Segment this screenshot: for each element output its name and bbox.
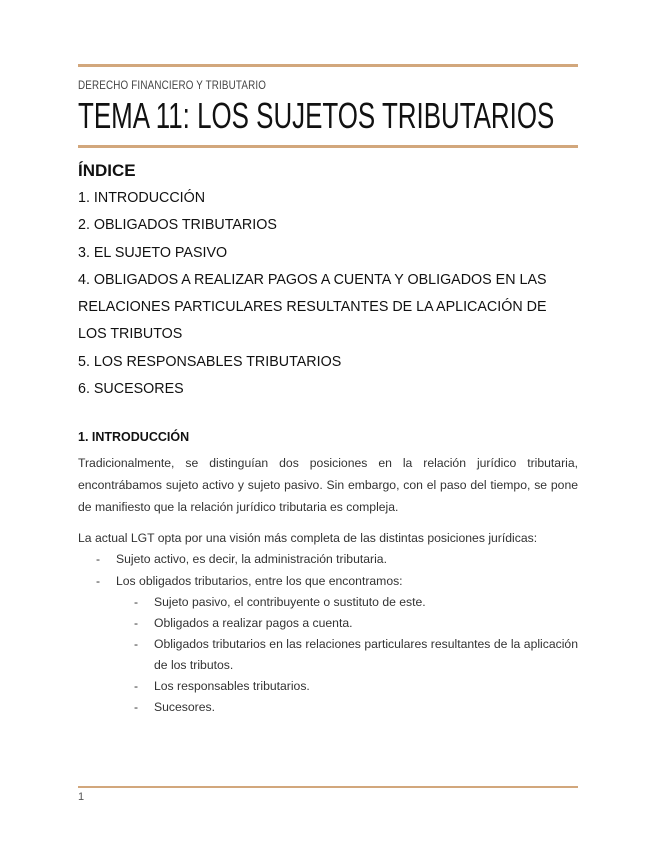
sub-bullet-list: [116, 592, 578, 718]
dash-bullet: -: [96, 552, 101, 567]
bullet-list: [78, 549, 578, 718]
index-item: 2. OBLIGADOS TRIBUTARIOS: [78, 217, 277, 234]
title-rule: [78, 145, 578, 148]
page-title: TEMA 11: LOS SUJETOS TRIBUTARIOS: [78, 95, 555, 136]
index-heading: ÍNDICE: [78, 161, 136, 180]
list-item-text: Sujeto activo, es decir, la administración tributaria.: [116, 552, 387, 567]
paragraph: La actual LGT opta por una visión más completa de las distintas posiciones jurídicas:: [78, 531, 538, 546]
list-item-text: Los obligados tributarios, entre los que encontramos:: [116, 573, 403, 588]
index-item: 6. SUCESORES: [78, 381, 184, 398]
course-subject: DERECHO FINANCIERO Y TRIBUTARIO: [78, 78, 267, 92]
list-item: [116, 697, 578, 718]
dash-bullet: -: [96, 573, 101, 588]
list-item: [116, 676, 578, 697]
dash-bullet: -: [134, 616, 139, 631]
index-list: [78, 185, 578, 403]
index-item: 5. LOS RESPONSABLES TRIBUTARIOS: [78, 353, 342, 370]
list-item: [116, 592, 578, 613]
list-item-text: Los responsables tributarios.: [154, 679, 310, 694]
list-item: [78, 571, 578, 719]
page-number: 1: [78, 791, 85, 803]
dash-bullet: -: [134, 595, 139, 610]
index-item: 1. INTRODUCCIÓN: [78, 190, 206, 206]
section-heading: 1. INTRODUCCIÓN: [78, 430, 190, 445]
top-rule: [78, 64, 578, 67]
index-item: 4. OBLIGADOS A REALIZAR PAGOS A CUENTA Y OBLIGADOS EN LAS RELACIONES PARTICULARES RESULTANTES DE LA APLICACIÓN DE LOS TRIBUTOS: [78, 271, 547, 343]
footer-rule: [78, 786, 578, 788]
dash-bullet: -: [134, 637, 139, 652]
list-item: [116, 613, 578, 634]
page-content: [78, 64, 578, 718]
list-item-text: Obligados tributarios en las relaciones particulares resultantes de la aplicación de los tributos.: [154, 637, 578, 673]
list-item-text: Obligados a realizar pagos a cuenta.: [154, 616, 353, 631]
index-item: 3. EL SUJETO PASIVO: [78, 244, 228, 261]
list-item: [116, 634, 578, 676]
list-item-text: Sujeto pasivo, el contribuyente o sustituto de este.: [154, 595, 426, 610]
dash-bullet: -: [134, 679, 139, 694]
dash-bullet: -: [134, 700, 139, 715]
list-item: [78, 549, 578, 571]
paragraph: Tradicionalmente, se distinguían dos posiciones en la relación jurídico tributaria, encontrábamos sujeto activo y sujeto pasivo. Sin embargo, con el paso del tiempo, se pone de manifiesto que la relación jurídico tributaria es compleja.: [78, 456, 578, 515]
list-item-text: Sucesores.: [154, 700, 215, 715]
